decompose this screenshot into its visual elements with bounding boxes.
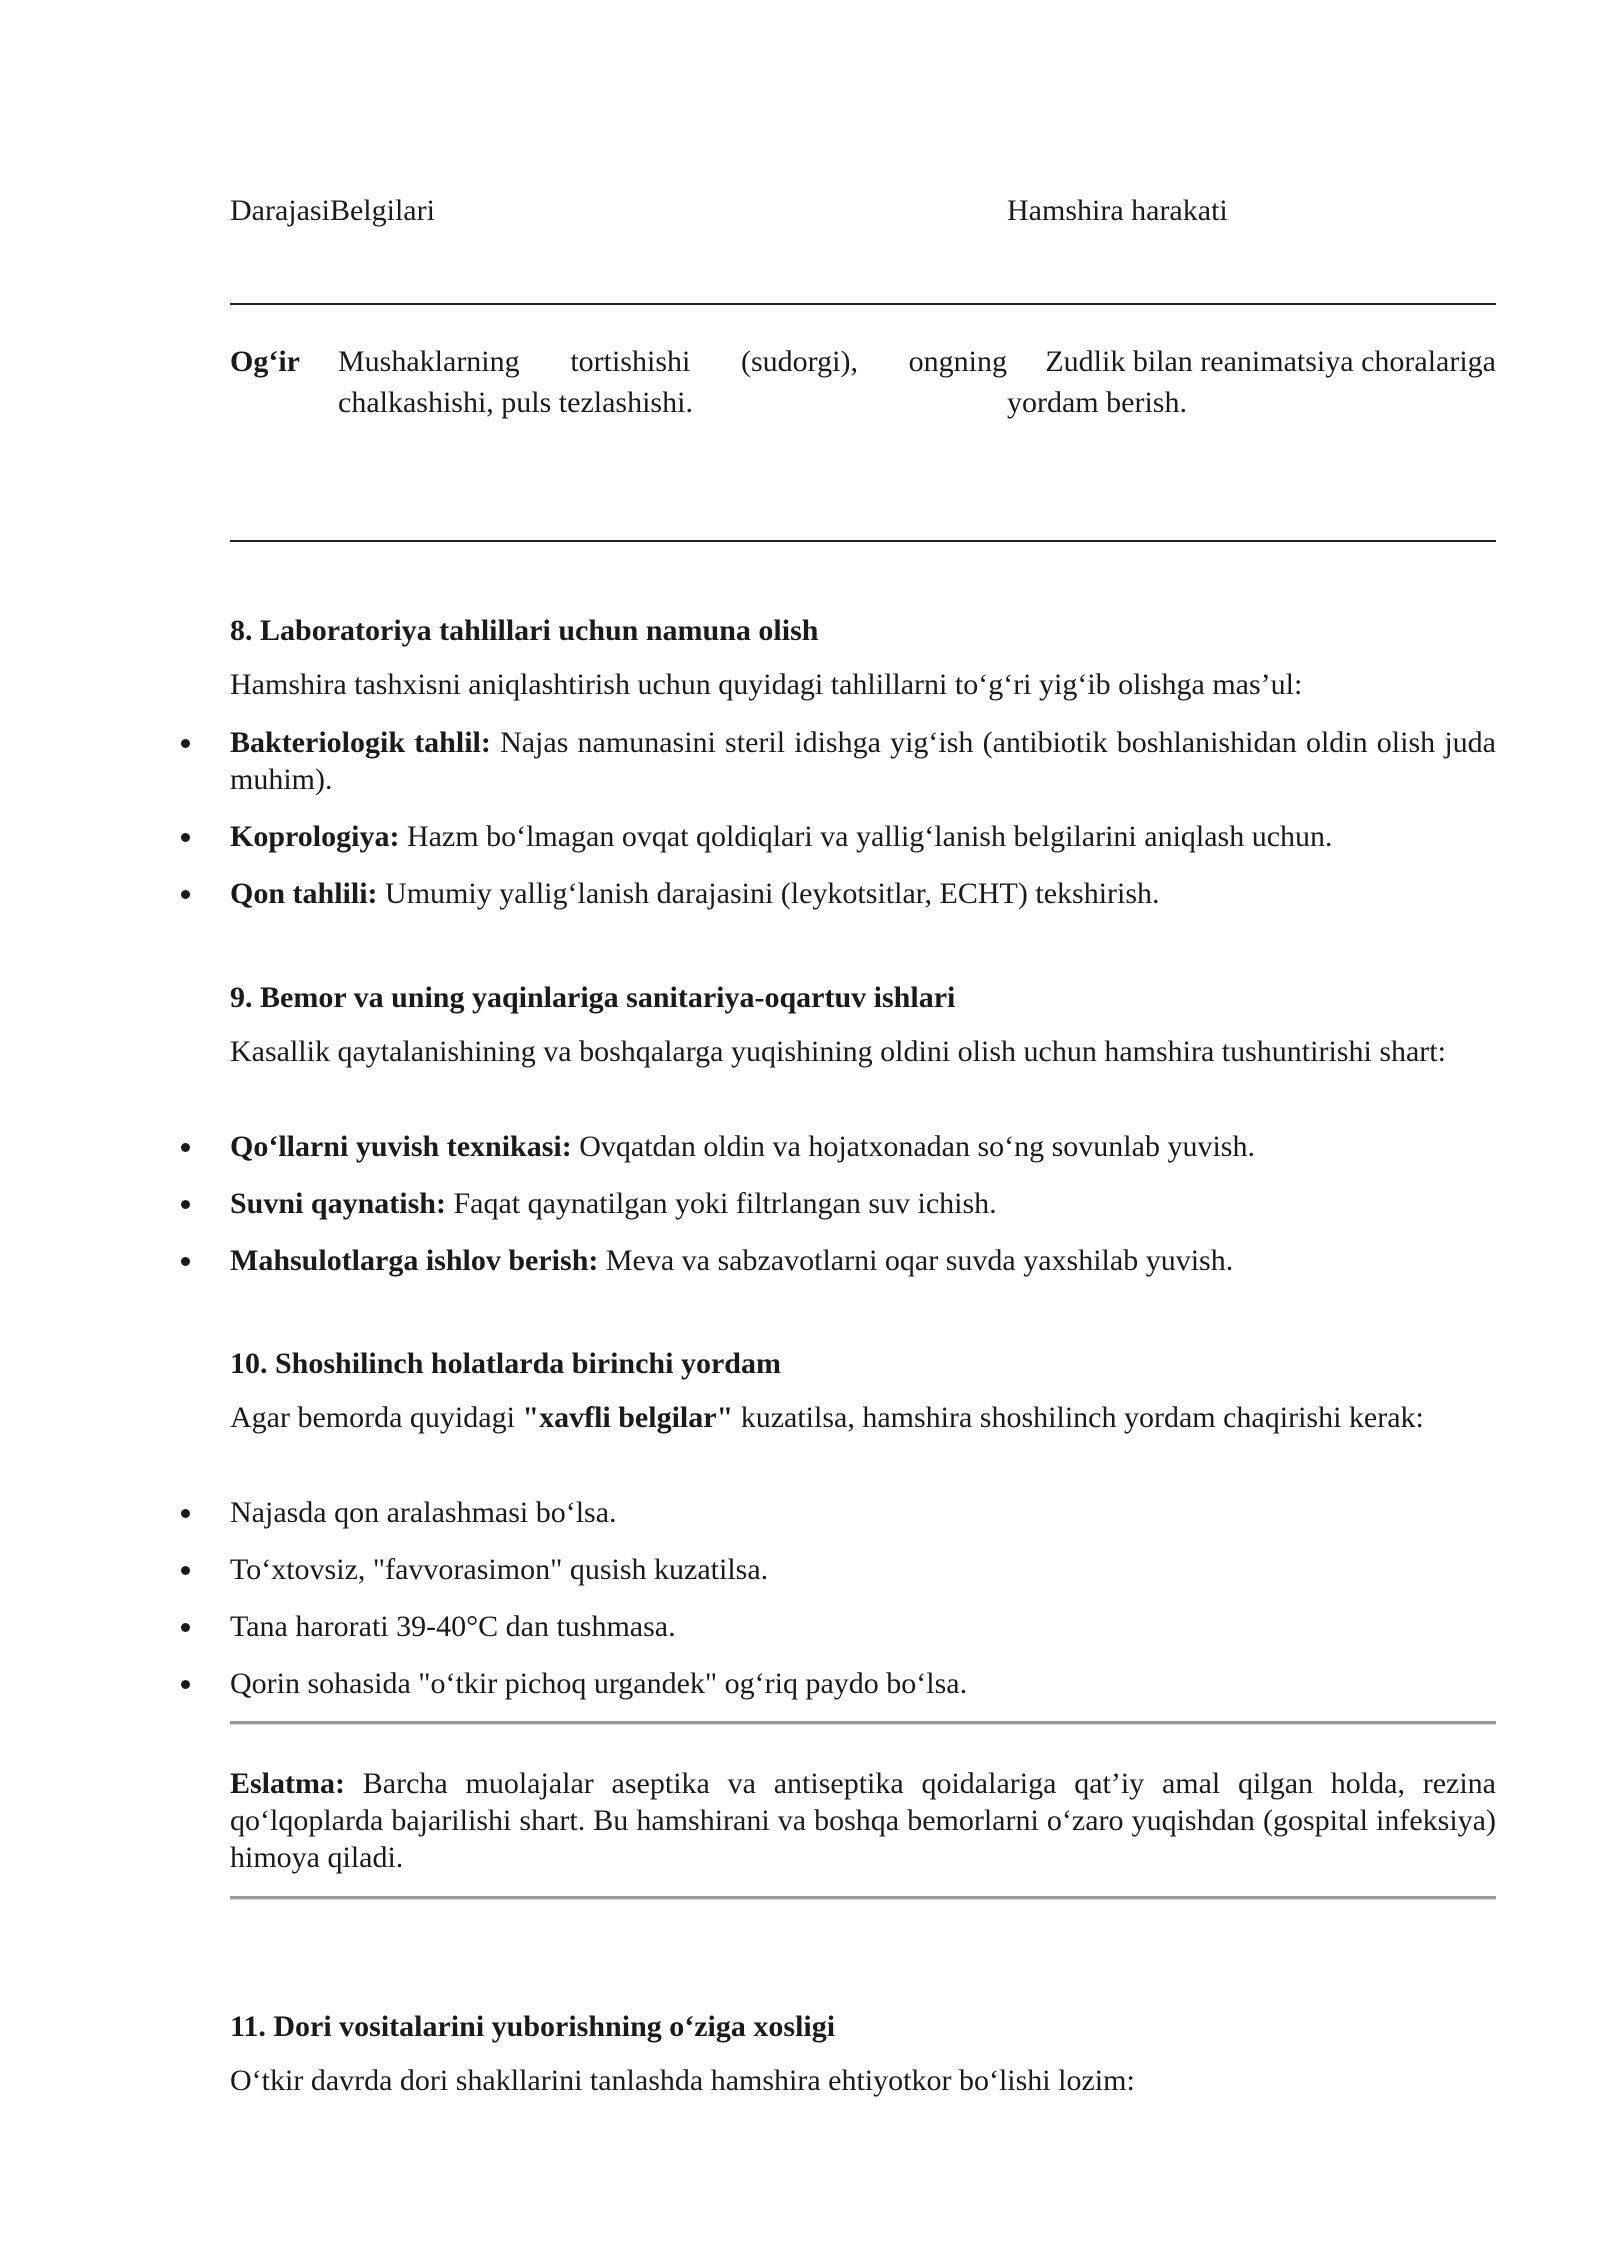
table-row-signs-line2: chalkashishi, puls tezlashishi. <box>338 386 693 419</box>
list-item-text: Meva va sabzavotlarni oqar suvda yaxshilab yuvish. <box>598 1244 1234 1277</box>
section-8-intro: Hamshira tashxisni aniqlashtirish uchun quyidagi tahlillarni to‘g‘ri yig‘ib olishga mas’ul: <box>230 668 1303 701</box>
list-item <box>0 1665 1496 1702</box>
list-item-text: Ovqatdan oldin va hojatxonadan so‘ng sovunlab yuvish. <box>571 1130 1255 1163</box>
list-item-label: Suvni qaynatish: <box>230 1187 446 1220</box>
list-item-label: Koprologiya: <box>230 820 400 853</box>
list-item-text: Najasda qon aralashmasi bo‘lsa. <box>230 1496 617 1529</box>
bullet-icon <box>181 1566 190 1575</box>
list-item-text: Hazm bo‘lmagan ovqat qoldiqlari va yallig‘lanish belgilarini aniqlash uchun. <box>399 820 1333 853</box>
signs-word: Mushaklarning <box>338 345 520 378</box>
list-item <box>0 724 1496 798</box>
signs-word: (sudorgi), <box>741 345 858 378</box>
list-item <box>0 818 1496 855</box>
list-item <box>0 1494 1496 1531</box>
list-item-label: Qon tahlili: <box>230 877 378 910</box>
table-row-level: Og‘ir <box>230 345 300 378</box>
list-item <box>0 1185 1496 1222</box>
bullet-icon <box>181 890 190 899</box>
section-10-intro-bold: "xavfli belgilar" <box>522 1401 734 1434</box>
section-9-list <box>0 1128 1496 1279</box>
list-item-label: Bakteriologik tahlil: <box>230 726 491 759</box>
section-10-intro <box>230 1399 1496 1436</box>
list-item <box>0 1128 1496 1165</box>
list-item-label: Mahsulotlarga ishlov berish: <box>230 1244 599 1277</box>
bullet-icon <box>181 1509 190 1518</box>
list-item <box>0 1242 1496 1279</box>
section-10-intro-before: Agar bemorda quyidagi <box>230 1401 523 1434</box>
bullet-icon <box>181 1143 190 1152</box>
table-row-signs-line1 <box>338 343 1007 380</box>
signs-word: tortishishi <box>570 345 691 378</box>
signs-word: ongning <box>908 345 1007 378</box>
list-item-text: Tana harorati 39-40°C dan tushmasa. <box>230 1610 676 1643</box>
table-row-action-line1: Zudlik bilan reanimatsiya choralariga <box>1045 345 1496 378</box>
list-item-text: Qorin sohasida "o‘tkir pichoq urgandek" og‘riq paydo bo‘lsa. <box>230 1667 968 1700</box>
section-11-intro: O‘tkir davrda dori shakllarini tanlashda hamshira ehtiyotkor bo‘lishi lozim: <box>230 2064 1135 2097</box>
table-header-col2: Hamshira harakati <box>1007 194 1228 227</box>
section-9-intro: Kasallik qaytalanishining va boshqalarga yuqishining oldini olish uchun hamshira tushuntirishi shart: <box>230 1035 1446 1068</box>
note-rule-top <box>230 1721 1496 1725</box>
bullet-icon <box>181 1680 190 1689</box>
list-item <box>0 875 1496 912</box>
section-10-title: 10. Shoshilinch holatlarda birinchi yordam <box>230 1347 781 1380</box>
note-block <box>230 1765 1496 1876</box>
note-rule-bottom <box>230 1896 1496 1900</box>
list-item <box>0 1608 1496 1645</box>
list-item-label: Qo‘llarni yuvish texnikasi: <box>230 1130 572 1163</box>
list-item <box>0 1551 1496 1588</box>
bullet-icon <box>181 833 190 842</box>
section-10-intro-after: kuzatilsa, hamshira shoshilinch yordam chaqirishi kerak: <box>733 1401 1424 1434</box>
bullet-icon <box>181 739 190 748</box>
table-row-action-line2: yordam berish. <box>1007 386 1187 419</box>
bullet-icon <box>181 1200 190 1209</box>
section-8-list <box>0 724 1496 912</box>
list-item-text: Najas namunasini steril idishga yig‘ish (antibiotik boshlanishidan oldin olish juda muhim). <box>230 726 1496 796</box>
section-8-title: 8. Laboratoriya tahlillari uchun namuna olish <box>230 614 819 647</box>
section-9-title: 9. Bemor va uning yaqinlariga sanitariya-oqartuv ishlari <box>230 981 956 1014</box>
list-item-text: To‘xtovsiz, "favvorasimon" qusish kuzatilsa. <box>230 1553 769 1586</box>
bullet-icon <box>181 1257 190 1266</box>
list-item-text: Umumiy yallig‘lanish darajasini (leykotsitlar, ECHT) tekshirish. <box>377 877 1160 910</box>
section-11-title: 11. Dori vositalarini yuborishning o‘ziga xosligi <box>230 2010 836 2043</box>
list-item-text: Faqat qaynatilgan yoki filtrlangan suv ichish. <box>445 1187 997 1220</box>
note-text: Barcha muolajalar aseptika va antiseptika qoidalariga qat’iy amal qilgan holda, rezina qo‘lqoplarda bajarilishi shart. Bu hamshirani va boshqa bemorlarni o‘zaro yuqishdan (gospital infeksiya) himoya qiladi. <box>230 1767 1496 1874</box>
section-10-list <box>0 1494 1496 1702</box>
table-rule-bottom <box>230 540 1496 542</box>
table-header-col1: DarajasiBelgilari <box>230 194 435 227</box>
table-rule-top <box>230 303 1496 305</box>
bullet-icon <box>181 1623 190 1632</box>
note-label: Eslatma: <box>230 1767 345 1800</box>
